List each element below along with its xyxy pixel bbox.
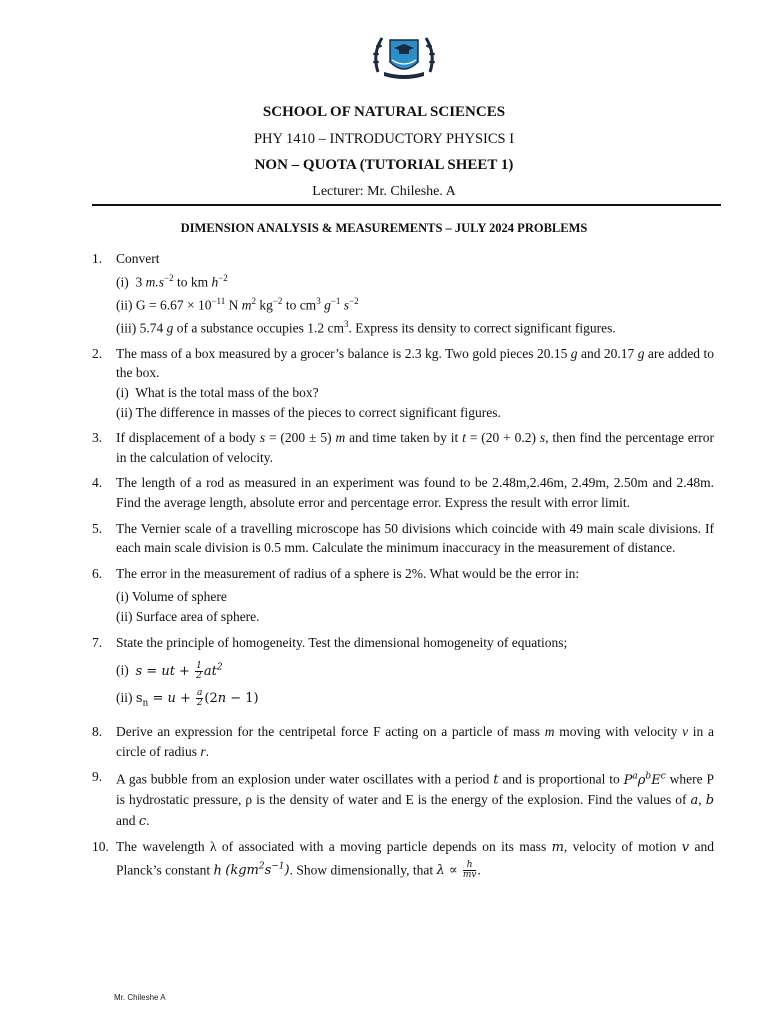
problem-6-part-i: (i) Volume of sphere: [116, 589, 227, 605]
header-divider: [92, 204, 721, 206]
problem-3: 3. If displacement of a body s = (200 ± 5) m and time taken by it t = (20 + 0.2) s, then find the percentage error in the calculation of velocity.: [92, 430, 715, 465]
problem-7-equation-i: (i) s = ut + $\frac{1}{2}$ $at^2$: [116, 660, 223, 681]
problem-6-part-ii: (ii) Surface area of sphere.: [116, 609, 260, 624]
problem-2-part-ii: (ii) The difference in masses of the pieces to correct significant figures.: [116, 404, 501, 420]
problem-7-equation-ii: (ii) $s_n = u$ + $\frac{a}{2}$ (2n − 1): [116, 687, 259, 709]
problem-1-part-i: (i) 3 $m.s^{-2}$ to km $h^{-2}$: [116, 272, 228, 290]
page-footer: Mr. Chileshe A: [114, 993, 166, 1002]
problem-8: 8. Derive an expression for the centripetal force F acting on a particle of mass m moving with velocity v in a circle of radius r.: [92, 724, 714, 759]
problem-1-part-iii: (iii) 5.74 g of a substance occupies 1.2 $cm^3$. Express its density to correct significant figures.: [116, 318, 616, 336]
section-title: DIMENSION ANALYSIS & MEASUREMENTS – JULY 2024 PROBLEMS: [180, 221, 588, 235]
sheet-title: NON – QUOTA (TUTORIAL SHEET 1): [254, 157, 514, 173]
problem-9: 9. A gas bubble from an explosion under water oscillates with a period t and is proportional to $P^a\rho^bE^c$ where P is hydrostatic pressure, ρ is the density of water and E is the energy of the explosion. Find the values of a, b and c.: [92, 769, 715, 829]
school-crest-logo: [370, 32, 438, 82]
problem-7: 7. State the principle of homogeneity. Test the dimensional homogeneity of equations; (i) s = ut + $\frac{1}{2}$ $at^2$ (ii) $s_n = u$ + $\frac{a}{2}$ (2n − 1): [92, 633, 714, 717]
problem-2: 2. The mass of a box measured by a grocer’s balance is 2.3 kg. Two gold pieces 20.15 g and 20.17 g are added to the box. (i) What is the total mass of the box? (ii) The difference in masses of the pieces to correct significant figures.: [92, 344, 714, 422]
problem-2-part-i: (i) What is the total mass of the box?: [116, 385, 319, 401]
problem-5: 5. The Vernier scale of a travelling microscope has 50 divisions which coincide with 49 main scale divisions. If each main scale division is 0.5 mm. Calculate the minimum inaccuracy in the measurement of distance.: [92, 520, 714, 556]
course-title: PHY 1410 – INTRODUCTORY PHYSICS I: [253, 131, 515, 147]
lecturer-line: Lecturer: Mr. Chileshe. A: [312, 184, 456, 199]
problem-4: 4. The length of a rod as measured in an experiment was found to be 2.48m,2.46m, 2.49m, 2.50m and 2.48m. Find the average length, absolute error and percentage error. Express the result with error limit.: [92, 475, 714, 511]
problem-6: 6. The error in the measurement of radius of a sphere is 2%. What would be the error in: (i) Volume of sphere (ii) Surface area of sphere.: [92, 564, 714, 627]
problem-list: [92, 249, 714, 887]
problem-10: 10. The wavelength λ of associated with a moving particle depends on its mass m, velocity of motion v and Planck’s constant h $(kgm^2s^{-1})$. Show dimensionally, that λ ∝ $\frac{h}{mv}$ .: [92, 839, 714, 881]
school-title: SCHOOL OF NATURAL SCIENCES: [262, 104, 506, 120]
problem-1: 1. Convert (i) 3 $m.s^{-2}$ to km $h^{-2}$ (ii) $G = 6.67 \times 10^{-11}$ N $m^2$ $kg^{-2}$ to $cm^3$ $g^{-1}$ $s^{-2}$ (iii) 5.74 g of a substance occupies 1.2 $cm^3$. Express its density to correct significant figures.: [92, 249, 714, 338]
problem-1-part-ii: (ii) $G = 6.67 \times 10^{-11}$ N $m^2$ $kg^{-2}$ to $cm^3$ $g^{-1}$ $s^{-2}$: [116, 295, 359, 313]
